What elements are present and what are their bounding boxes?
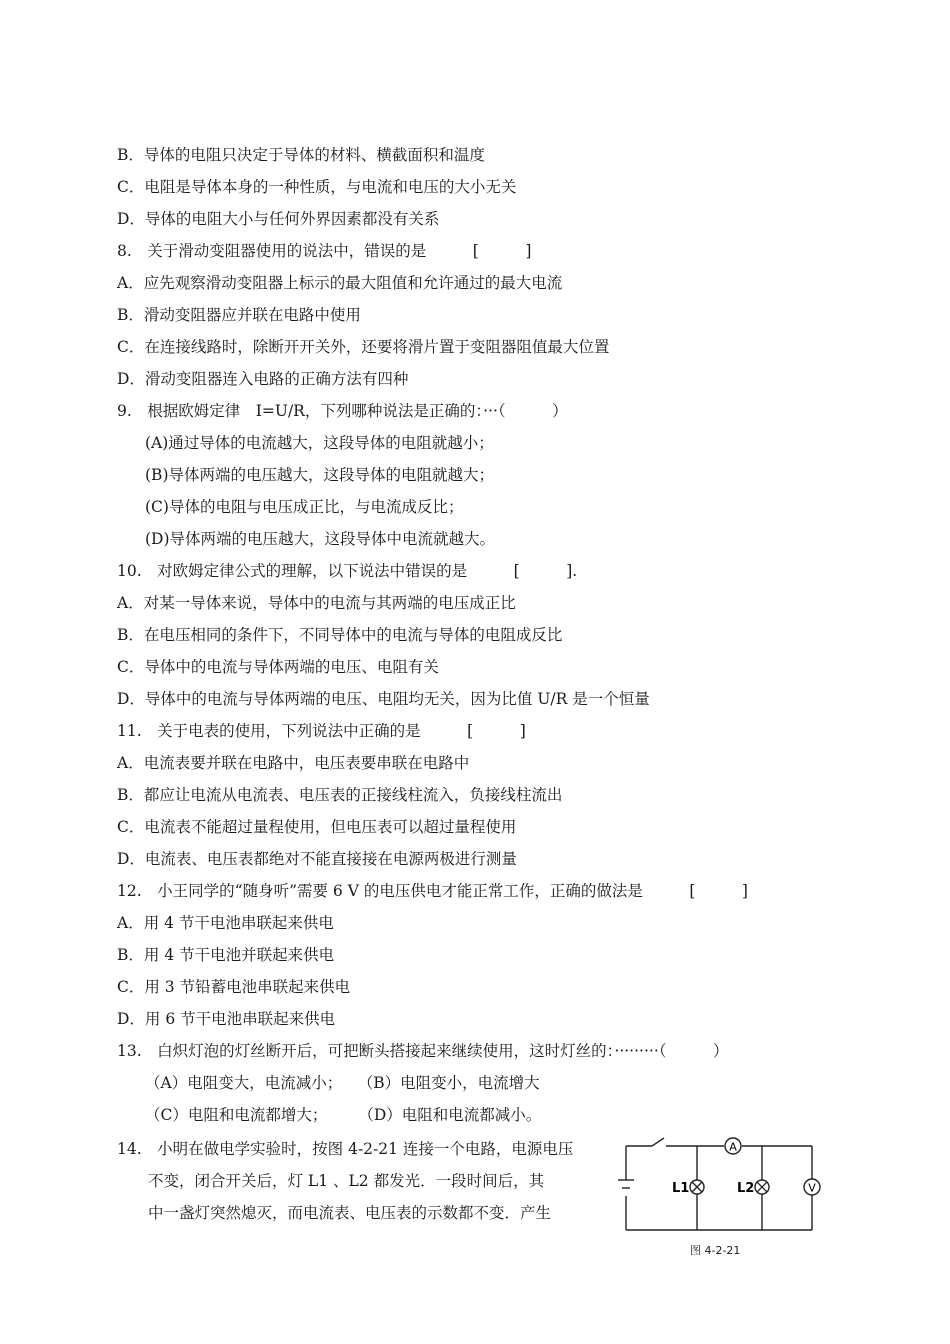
option-8a: A．应先观察滑动变阻器上标示的最大阻值和允许通过的最大电流	[117, 274, 563, 292]
lamp-l2-icon	[755, 1180, 769, 1194]
question-12: 12. 小王同学的“随身听”需要 6 V 的电压供电才能正常工作，正确的做法是 [ ]	[117, 882, 748, 900]
lamp-l1-icon	[690, 1180, 704, 1194]
question-9: 9. 根据欧姆定律 I=U/R，下列哪种说法是正确的：···（ ）	[117, 402, 568, 420]
option-8c: C．在连接线路时，除断开开关外，还要将滑片置于变阻器阻值最大位置	[117, 338, 610, 356]
option-9a: (A)通过导体的电流越大，这段导体的电阻就越小；	[145, 434, 494, 452]
option-11c: C．电流表不能超过量程使用，但电压表可以超过量程使用	[117, 818, 517, 836]
lamp-l2-label: L2	[737, 1181, 755, 1196]
option-7b: B．导体的电阻只决定于导体的材料、横截面积和温度	[117, 146, 485, 164]
options-13cd: （C）电阻和电流都增大； （D）电阻和电流都减小。	[145, 1106, 542, 1124]
options-13ab: （A）电阻变大，电流减小； （B）电阻变小，电流增大	[145, 1074, 540, 1092]
option-10b: B．在电压相同的条件下，不同导体中的电流与导体的电阻成反比	[117, 626, 563, 644]
question-14-line1: 14. 小明在做电学实验时，按图 4-2-21 连接一个电路，电源电压	[117, 1140, 574, 1158]
question-13: 13. 白炽灯泡的灯丝断开后，可把断头搭接起来继续使用，这时灯丝的：·········（ ）	[117, 1042, 729, 1060]
question-8: 8. 关于滑动变阻器使用的说法中，错误的是 [ ]	[117, 242, 532, 260]
question-10: 10. 对欧姆定律公式的理解，以下说法中错误的是 [ ].	[117, 562, 578, 580]
question-11: 11. 关于电表的使用，下列说法中正确的是 [ ]	[117, 722, 526, 740]
ammeter-icon	[725, 1138, 741, 1154]
option-11d: D．电流表、电压表都绝对不能直接接在电源两极进行测量	[117, 850, 517, 868]
figure-caption: 图 4-2-21	[690, 1244, 741, 1257]
option-12d: D．用 6 节干电池串联起来供电	[117, 1010, 336, 1028]
lamp-l1-label: L1	[672, 1181, 690, 1196]
voltmeter-icon	[804, 1179, 820, 1195]
svg-text:A: A	[729, 1140, 737, 1154]
option-8b: B．滑动变阻器应并联在电路中使用	[117, 306, 361, 324]
option-8d: D．滑动变阻器连入电路的正确方法有四种	[117, 370, 409, 388]
option-12c: C．用 3 节铅蓄电池串联起来供电	[117, 978, 351, 996]
option-11b: B．都应让电流从电流表、电压表的正接线柱流入，负接线柱流出	[117, 786, 563, 804]
question-14-line2: 不变，闭合开关后，灯 L1 、L2 都发光．一段时间后，其	[148, 1172, 545, 1190]
svg-text:V: V	[808, 1181, 816, 1195]
option-12a: A．用 4 节干电池串联起来供电	[117, 914, 334, 932]
option-7c: C．电阻是导体本身的一种性质，与电流和电压的大小无关	[117, 178, 517, 196]
option-12b: B．用 4 节干电池并联起来供电	[117, 946, 335, 964]
option-9c: (C)导体的电阻与电压成正比，与电流成反比；	[145, 498, 464, 516]
option-10c: C．导体中的电流与导体两端的电压、电阻有关	[117, 658, 439, 676]
option-9d: (D)导体两端的电压越大，这段导体中电流就越大。	[145, 530, 496, 548]
option-10a: A．对某一导体来说，导体中的电流与其两端的电压成正比	[117, 594, 516, 612]
option-11a: A．电流表要并联在电路中，电压表要串联在电路中	[117, 754, 470, 772]
question-14-line3: 中一盏灯突然熄灭，而电流表、电压表的示数都不变．产生	[148, 1204, 552, 1222]
option-9b: (B)导体两端的电压越大，这段导体的电阻就越大；	[145, 466, 494, 484]
option-7d: D．导体的电阻大小与任何外界因素都没有关系	[117, 210, 440, 228]
option-10d: D．导体中的电流与导体两端的电压、电阻均无关，因为比值 U/R 是一个恒量	[117, 690, 650, 708]
